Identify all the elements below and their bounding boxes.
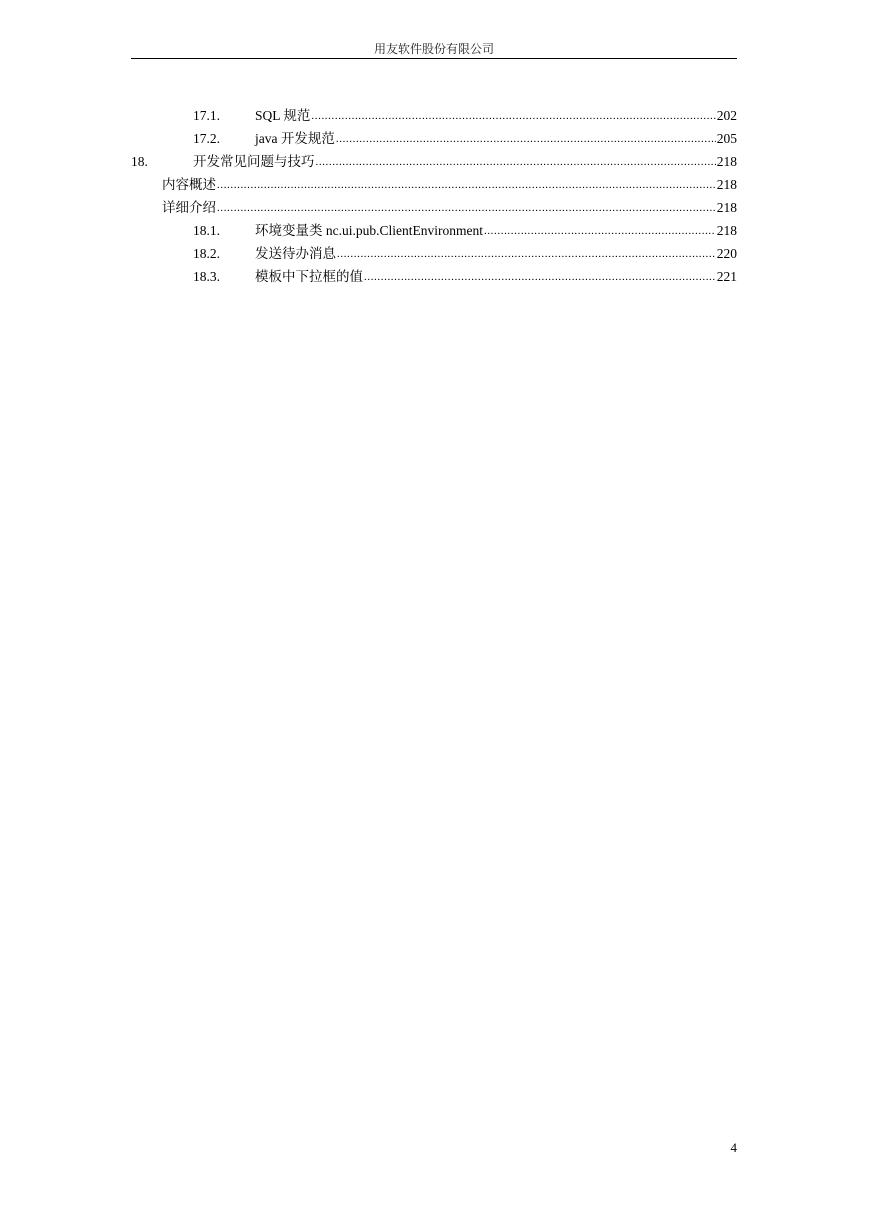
toc-entry-title: 开发常见问题与技巧 <box>193 154 315 169</box>
toc-entry[interactable] <box>131 221 737 244</box>
toc-entry-number: 17.2. <box>193 131 220 146</box>
toc-dot-leader <box>217 198 716 218</box>
toc-entry[interactable] <box>131 175 737 198</box>
toc-entry-page: 202 <box>716 108 737 123</box>
toc-entry-page: 218 <box>716 154 737 169</box>
toc-entry[interactable] <box>131 129 737 152</box>
toc-entry-title: java 开发规范 <box>255 131 335 146</box>
toc-entry-page: 218 <box>716 177 737 192</box>
toc-entry[interactable] <box>131 267 737 290</box>
toc-entry[interactable] <box>131 244 737 267</box>
toc-entry[interactable] <box>131 106 737 129</box>
toc-entry-page: 218 <box>716 223 737 238</box>
toc-dot-leader <box>484 221 716 241</box>
toc-entry-title: SQL 规范 <box>255 108 311 123</box>
toc-entry-number: 18. <box>131 154 148 169</box>
toc-entry[interactable] <box>131 152 737 175</box>
toc-entry-number: 17.1. <box>193 108 220 123</box>
toc-entry-page: 220 <box>716 246 737 261</box>
toc-dot-leader <box>336 129 716 149</box>
toc-entry-title: 内容概述 <box>162 177 216 192</box>
toc-entry-page: 221 <box>716 269 737 284</box>
toc-dot-leader <box>217 175 716 195</box>
toc-entry-title: 环境变量类 nc.ui.pub.ClientEnvironment <box>255 223 483 238</box>
toc-entry-page: 218 <box>716 200 737 215</box>
toc-entry-title: 详细介绍 <box>162 200 216 215</box>
toc-entry-title: 模板中下拉框的值 <box>255 269 363 284</box>
toc-entry-number: 18.3. <box>193 269 220 284</box>
toc-entry[interactable] <box>131 198 737 221</box>
page-number: 4 <box>730 1140 737 1155</box>
toc-entry-title: 发送待办消息 <box>255 246 336 261</box>
toc-dot-leader <box>337 244 716 264</box>
toc-entry-page: 205 <box>716 131 737 146</box>
table-of-contents <box>131 106 737 290</box>
toc-dot-leader <box>311 106 715 126</box>
toc-entry-number: 18.2. <box>193 246 220 261</box>
toc-dot-leader <box>316 152 716 172</box>
company-name: 用友软件股份有限公司 <box>373 42 494 56</box>
toc-dot-leader <box>364 267 716 287</box>
toc-entry-number: 18.1. <box>193 223 220 238</box>
page-header <box>131 40 737 59</box>
